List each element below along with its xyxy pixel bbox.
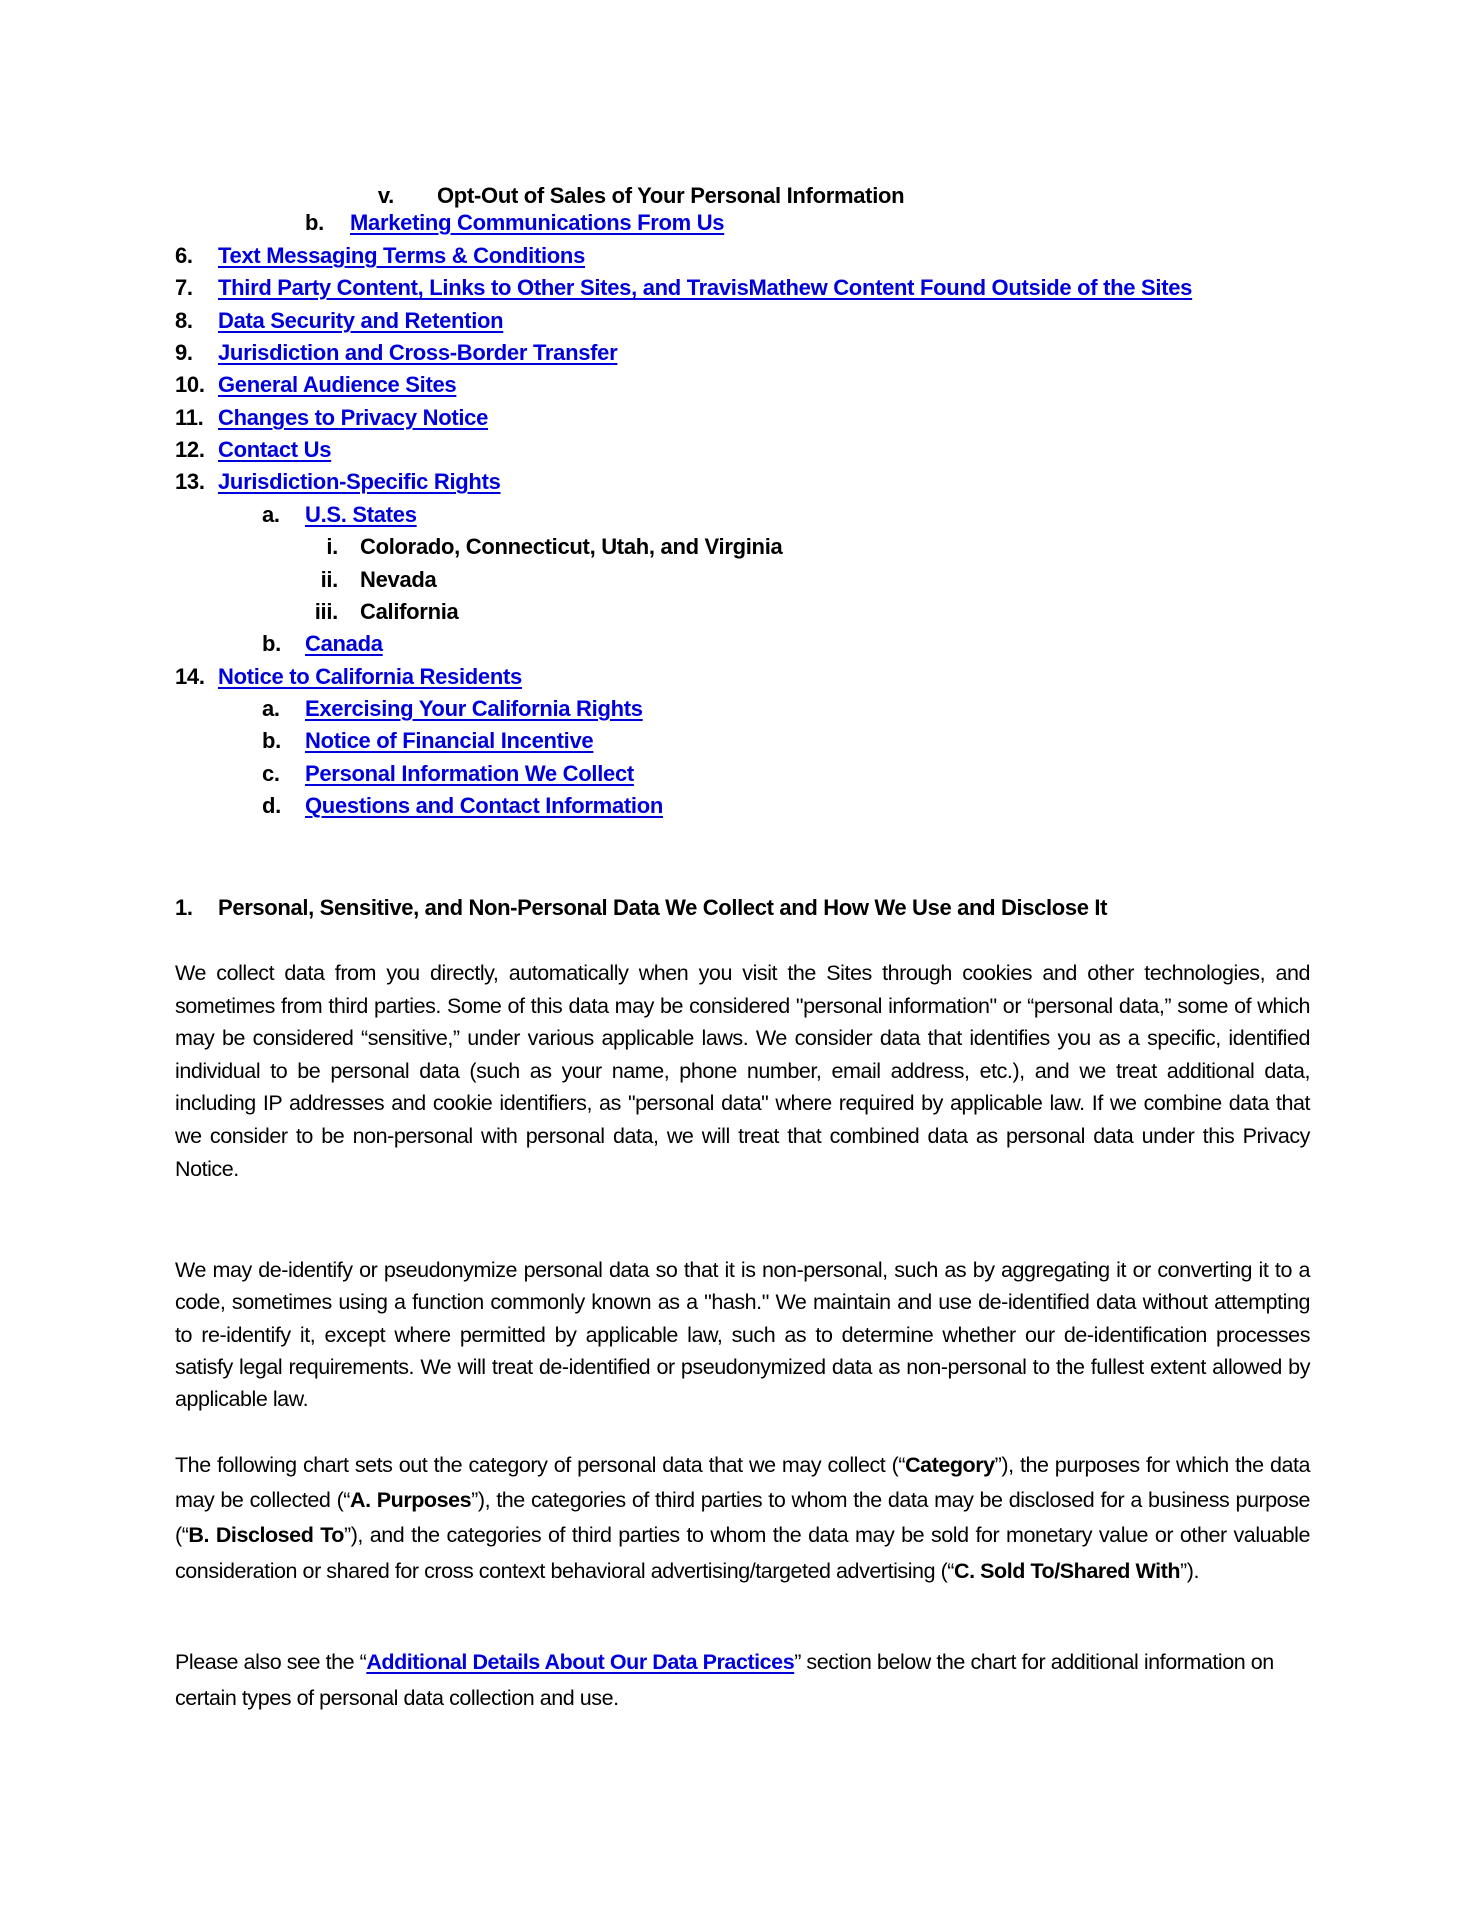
- toc-item-link[interactable]: Third Party Content, Links to Other Sites, and TravisMathew Content Found Outside of the Sites: [218, 275, 1193, 300]
- text-segment: Please also see the “: [175, 1650, 367, 1674]
- term-sold-to-shared-with: C. Sold To/Shared With: [954, 1558, 1181, 1583]
- toc-item-marker: a.: [262, 502, 280, 527]
- text-segment: ”).: [1180, 1558, 1199, 1583]
- term-category: Category: [905, 1453, 995, 1477]
- text-segment: ”), and the categories of third parties to whom the data may be sold for monetary value or other valuable consideration or shared for cross context behavioral advertising/targeted advertising (“: [175, 1523, 1310, 1583]
- toc-item-link[interactable]: General Audience Sites: [218, 372, 457, 397]
- paragraph-deidentification: We may de-identify or pseudonymize personal data so that it is non-personal, such as by aggregating it or converting it to a code, sometimes using a function commonly known as a "hash." We maintain and use de-identified data without attempting to re-identify it, except where permitted by applicable law, such as to determine whether our de-identification processes satisfy legal requirements. We will treat de-identified or pseudonymized data as non-personal to the fullest extent allowed by applicable law.: [175, 1258, 1310, 1412]
- toc-item-marker: d.: [262, 793, 281, 818]
- term-purposes: A. Purposes: [350, 1488, 472, 1513]
- text-segment: ”), the categories of third parties to whom the data may be disclosed for a business purpose (“: [175, 1488, 1310, 1548]
- toc-item-marker: 7.: [175, 275, 193, 300]
- term-disclosed-to: B. Disclosed To: [188, 1523, 344, 1548]
- toc-item-link[interactable]: Data Security and Retention: [218, 308, 504, 333]
- toc-item-link[interactable]: Marketing Communications From Us: [350, 210, 725, 235]
- toc-item-link[interactable]: Changes to Privacy Notice: [218, 405, 489, 430]
- toc-item-marker: 8.: [175, 308, 193, 333]
- toc-item-label: California: [360, 599, 459, 624]
- text-segment: The following chart sets out the category of personal data that we may collect (“: [175, 1453, 906, 1477]
- toc-item-link[interactable]: Canada: [305, 631, 383, 656]
- toc-item-link[interactable]: Exercising Your California Rights: [305, 696, 643, 721]
- toc-item-link[interactable]: U.S. States: [305, 502, 417, 527]
- toc-item-link[interactable]: Jurisdiction and Cross-Border Transfer: [218, 340, 618, 365]
- toc-item-link[interactable]: Personal Information We Collect: [305, 761, 634, 786]
- toc-item-marker: 9.: [175, 340, 193, 365]
- text-segment: ”), the purposes for which the data may be collected (“: [175, 1453, 1310, 1513]
- toc-item-marker: i.: [326, 534, 338, 559]
- additional-details-link[interactable]: Additional Details About Our Data Practices: [366, 1650, 795, 1674]
- toc-item-marker: b.: [305, 210, 324, 235]
- toc-item-marker: 6.: [175, 243, 193, 268]
- toc-item-marker: 12.: [175, 437, 205, 462]
- section-title: Personal, Sensitive, and Non-Personal Data We Collect and How We Use and Disclose It: [218, 895, 1108, 920]
- toc-item-marker: 13.: [175, 469, 205, 494]
- paragraph-data-collection: We collect data from you directly, automatically when you visit the Sites through cookies and other technologies, and sometimes from third parties. Some of this data may be considered "personal information" or “personal data,” some of which may be considered “sensitive,” under various applicable laws. We consider data that identifies you as a specific, identified individual to be personal data (such as your name, phone number, email address, etc.), and we treat additional data, including IP addresses and cookie identifiers, as "personal data" where required by applicable law. If we combine data that we consider to be non-personal with personal data, we will treat that combined data as personal data under this Privacy Notice.: [175, 961, 1310, 1181]
- toc-item-marker: b.: [262, 728, 281, 753]
- paragraph-additional-details: [175, 1644, 1310, 1716]
- toc-item-marker: ii.: [320, 567, 338, 592]
- toc-item-marker: 11.: [175, 405, 204, 430]
- toc-item-marker: 10.: [175, 372, 205, 397]
- text-segment: ” section below the chart for additional information on certain types of personal data collection and use.: [175, 1650, 1274, 1710]
- toc-item-marker: a.: [262, 696, 280, 721]
- toc-item-link[interactable]: Jurisdiction-Specific Rights: [218, 469, 501, 494]
- toc-item-link[interactable]: Contact Us: [218, 437, 332, 462]
- toc-item-label: Colorado, Connecticut, Utah, and Virginia: [360, 534, 783, 559]
- paragraph-chart-explanation: [175, 1448, 1310, 1589]
- toc-item-label: Nevada: [360, 567, 437, 592]
- toc-item-marker: 14.: [175, 664, 205, 689]
- toc-item-link[interactable]: Questions and Contact Information: [305, 793, 663, 818]
- toc-item-marker: b.: [262, 631, 281, 656]
- toc-item-link[interactable]: Text Messaging Terms & Conditions: [218, 243, 586, 268]
- section-number: 1.: [175, 895, 193, 920]
- toc-item-label: Opt-Out of Sales of Your Personal Information: [437, 183, 905, 208]
- toc-item-link[interactable]: Notice of Financial Incentive: [305, 728, 594, 753]
- toc-item-marker: c.: [262, 761, 280, 786]
- toc-item-marker: iii.: [314, 599, 338, 624]
- toc-item-marker: v.: [377, 183, 394, 208]
- toc-item-link[interactable]: Notice to California Residents: [218, 664, 522, 689]
